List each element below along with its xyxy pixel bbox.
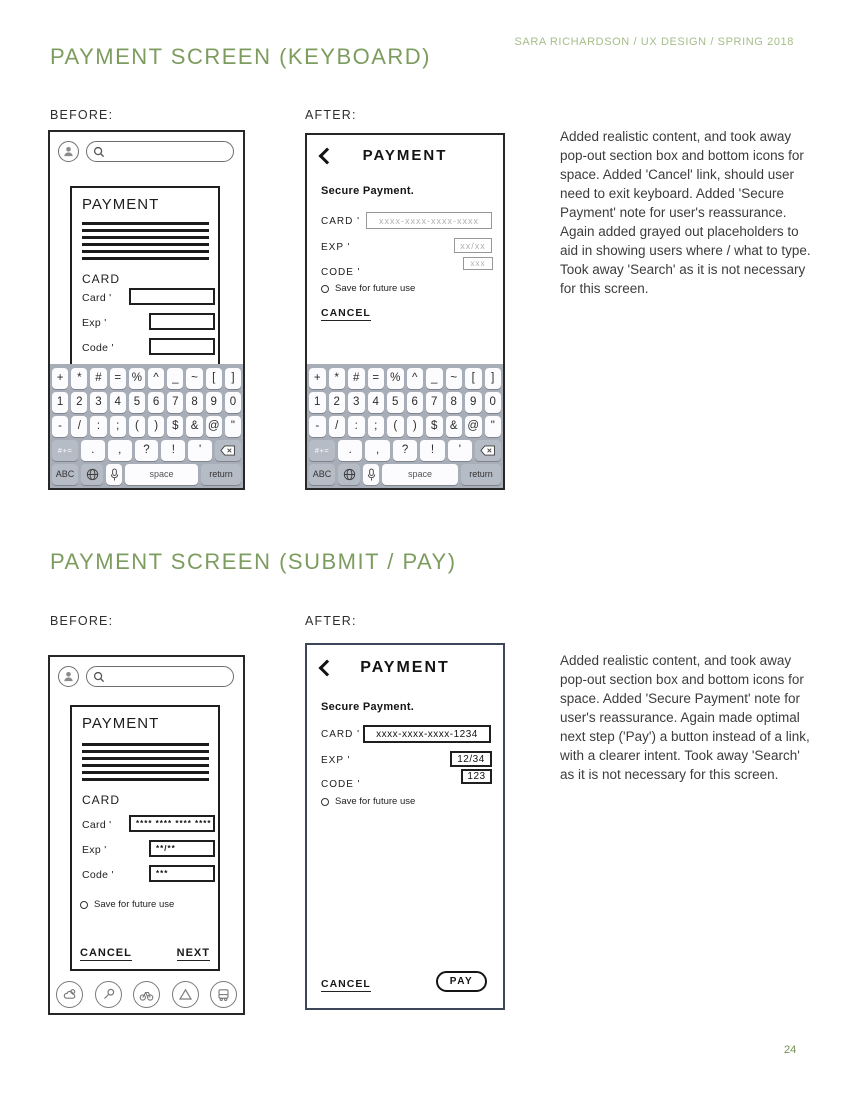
key[interactable]: : xyxy=(348,416,365,437)
code-placeholder: xxx xyxy=(470,259,486,268)
key[interactable]: + xyxy=(52,368,68,389)
backspace-icon xyxy=(220,445,236,456)
next-link[interactable]: NEXT xyxy=(176,947,210,959)
weather-icon[interactable] xyxy=(56,981,83,1008)
person-icon xyxy=(62,670,75,683)
cancel-link[interactable]: CANCEL xyxy=(321,978,371,990)
globe-icon xyxy=(343,468,356,481)
key[interactable]: [ xyxy=(465,368,482,389)
exp-input[interactable] xyxy=(149,840,215,857)
key[interactable]: ' xyxy=(188,440,212,461)
after-label-2: AFTER: xyxy=(305,614,357,628)
symbols-key[interactable]: #+= xyxy=(52,440,78,461)
exp-field-label: EXP ' xyxy=(321,242,351,253)
radio-icon[interactable] xyxy=(321,798,329,806)
pin-icon[interactable] xyxy=(95,981,122,1008)
keyboard-row-4-keys xyxy=(338,440,472,461)
key[interactable]: 9 xyxy=(206,392,222,413)
save-option-label: Save for future use xyxy=(94,899,175,910)
key[interactable]: 0 xyxy=(485,392,502,413)
key[interactable]: % xyxy=(129,368,145,389)
annotation-1: Added realistic content, and took away pop-out section box and bottom icons for space. Added 'Cancel' link, should user need to exit keyboard. Added 'Secure Payment' note for user's reassurance. Again added grayed out placeholders to aid in showing users where / what to type. Took away 'Search' as it is not necessary for this screen. xyxy=(560,129,811,296)
after-label-1: AFTER: xyxy=(305,108,357,122)
exp-input[interactable] xyxy=(149,313,215,330)
key[interactable]: = xyxy=(368,368,385,389)
key[interactable]: : xyxy=(90,416,106,437)
key[interactable]: " xyxy=(485,416,502,437)
keyboard-row-numbers xyxy=(309,392,501,413)
code-field-label: Code ' xyxy=(82,869,114,881)
key[interactable]: ! xyxy=(420,440,444,461)
card-value: xxxx-xxxx-xxxx-1234 xyxy=(376,728,478,740)
key[interactable]: ] xyxy=(485,368,502,389)
save-option-label: Save for future use xyxy=(335,283,416,294)
key[interactable]: + xyxy=(309,368,326,389)
backspace-key[interactable] xyxy=(215,440,241,461)
exp-field-label: Exp ' xyxy=(82,844,107,856)
key[interactable]: ? xyxy=(393,440,417,461)
backspace-key[interactable] xyxy=(475,440,501,461)
cancel-link[interactable]: CANCEL xyxy=(321,307,371,319)
key[interactable]: 3 xyxy=(348,392,365,413)
bike-icon[interactable] xyxy=(133,981,160,1008)
keyboard-row-punct xyxy=(52,416,241,437)
key[interactable]: = xyxy=(110,368,126,389)
key[interactable]: ) xyxy=(148,416,164,437)
weather-glyph xyxy=(62,987,77,1002)
card-input[interactable] xyxy=(366,212,492,229)
search-icon xyxy=(93,671,105,683)
card-placeholder: xxxx-xxxx-xxxx-xxxx xyxy=(379,215,479,226)
backspace-icon xyxy=(480,445,496,456)
key[interactable]: % xyxy=(387,368,404,389)
key[interactable]: , xyxy=(365,440,389,461)
space-key[interactable]: space xyxy=(125,464,198,485)
code-input[interactable] xyxy=(149,338,215,355)
card-heading: CARD xyxy=(82,272,121,286)
key[interactable]: 6 xyxy=(148,392,164,413)
key[interactable]: @ xyxy=(465,416,482,437)
card-input[interactable] xyxy=(363,725,491,743)
card-input[interactable] xyxy=(129,815,215,832)
keyboard-row-4-keys xyxy=(81,440,212,461)
key[interactable]: ? xyxy=(135,440,159,461)
key[interactable]: 9 xyxy=(465,392,482,413)
key[interactable]: & xyxy=(186,416,202,437)
key[interactable]: 1 xyxy=(52,392,68,413)
code-input[interactable] xyxy=(149,865,215,882)
key[interactable]: # xyxy=(90,368,106,389)
key[interactable]: 3 xyxy=(90,392,106,413)
key[interactable]: ~ xyxy=(186,368,202,389)
radio-icon[interactable] xyxy=(321,285,329,293)
key[interactable]: - xyxy=(309,416,326,437)
payment-title: PAYMENT xyxy=(82,196,160,213)
key[interactable]: [ xyxy=(206,368,222,389)
keyboard-row-punct xyxy=(309,416,501,437)
save-for-future-option[interactable] xyxy=(321,796,415,807)
card-input[interactable] xyxy=(129,288,215,305)
key[interactable]: * xyxy=(71,368,87,389)
section1-title: PAYMENT SCREEN (KEYBOARD) xyxy=(50,44,432,69)
card-field-label: Card ' xyxy=(82,819,112,831)
phone-after-keyboard xyxy=(305,133,505,490)
key[interactable]: 2 xyxy=(71,392,87,413)
globe-key[interactable] xyxy=(338,464,360,485)
triangle-icon[interactable] xyxy=(172,981,199,1008)
radio-icon[interactable] xyxy=(80,901,88,909)
payment-popout-box xyxy=(70,186,220,376)
abc-key[interactable]: ABC xyxy=(309,464,335,485)
triangle-glyph xyxy=(178,987,193,1002)
key[interactable]: 7 xyxy=(426,392,443,413)
exp-input[interactable] xyxy=(454,238,492,253)
mic-icon xyxy=(109,468,120,482)
key[interactable]: & xyxy=(446,416,463,437)
keyboard-row-bottom xyxy=(309,464,501,485)
ios-symbol-keyboard xyxy=(50,364,243,488)
key[interactable]: @ xyxy=(206,416,222,437)
key[interactable]: ! xyxy=(161,440,185,461)
key[interactable]: ; xyxy=(368,416,385,437)
payment-title: PAYMENT xyxy=(362,147,448,164)
code-field-label: Code ' xyxy=(82,342,114,354)
avatar-icon[interactable] xyxy=(58,141,79,162)
card-field-label: Card ' xyxy=(82,292,112,304)
key[interactable]: 8 xyxy=(186,392,202,413)
bus-glyph xyxy=(216,987,231,1002)
search-input[interactable] xyxy=(86,666,234,687)
space-key[interactable]: space xyxy=(382,464,458,485)
save-option-label: Save for future use xyxy=(335,796,416,807)
card-heading: CARD xyxy=(82,793,121,807)
annotation-2: Added realistic content, and took away pop-out section box and bottom icons for space. Added 'Secure Payment' note for user's reassurance. Again made optimal next step ('Pay') a button instead of a link, with a clearer intent. Took away 'Search' as it is not necessary for this screen. xyxy=(560,653,810,782)
bottom-nav-icons xyxy=(56,981,237,1008)
before-label-2: BEFORE: xyxy=(50,614,114,628)
key[interactable]: , xyxy=(108,440,132,461)
key[interactable]: ~ xyxy=(446,368,463,389)
key[interactable]: $ xyxy=(167,416,183,437)
key[interactable]: _ xyxy=(167,368,183,389)
symbols-key[interactable]: #+= xyxy=(309,440,335,461)
code-masked-value: *** xyxy=(156,869,169,878)
key[interactable]: 0 xyxy=(225,392,241,413)
card-field-label: CARD ' xyxy=(321,216,361,227)
globe-icon xyxy=(86,468,99,481)
exp-input[interactable] xyxy=(450,751,492,767)
avatar-icon[interactable] xyxy=(58,666,79,687)
search-input[interactable] xyxy=(86,141,234,162)
mic-key[interactable] xyxy=(106,464,122,485)
header-meta: SARA RICHARDSON / UX DESIGN / SPRING 2018 xyxy=(514,36,794,48)
key[interactable]: _ xyxy=(426,368,443,389)
section2-title: PAYMENT SCREEN (SUBMIT / PAY) xyxy=(50,549,457,574)
secure-payment-note: Secure Payment. xyxy=(321,185,415,197)
key[interactable]: $ xyxy=(426,416,443,437)
key[interactable]: ^ xyxy=(407,368,424,389)
cancel-link[interactable]: CANCEL xyxy=(80,947,132,959)
key[interactable]: ^ xyxy=(148,368,164,389)
key[interactable]: 5 xyxy=(129,392,145,413)
phone-before-pay xyxy=(48,655,245,1015)
person-icon xyxy=(62,145,75,158)
key[interactable]: 6 xyxy=(407,392,424,413)
bus-icon[interactable] xyxy=(210,981,237,1008)
keyboard-row-symbols xyxy=(309,368,501,389)
key[interactable]: ; xyxy=(110,416,126,437)
abc-key[interactable]: ABC xyxy=(52,464,78,485)
key[interactable]: ( xyxy=(129,416,145,437)
mic-key[interactable] xyxy=(363,464,379,485)
key[interactable]: # xyxy=(348,368,365,389)
key[interactable]: . xyxy=(81,440,105,461)
card-field-label: CARD ' xyxy=(321,729,361,740)
pushpin-glyph xyxy=(101,987,116,1002)
card-masked-value: **** **** **** **** xyxy=(136,819,212,828)
pay-button[interactable]: PAY xyxy=(436,971,487,992)
keyboard-row-4 xyxy=(52,440,241,461)
bicycle-glyph xyxy=(139,987,154,1002)
key[interactable]: ' xyxy=(448,440,472,461)
key[interactable]: ( xyxy=(387,416,404,437)
key[interactable]: / xyxy=(71,416,87,437)
code-field-label: CODE ' xyxy=(321,779,361,790)
key[interactable]: / xyxy=(329,416,346,437)
key[interactable]: . xyxy=(338,440,362,461)
code-field-label: CODE ' xyxy=(321,267,361,278)
ios-symbol-keyboard xyxy=(307,364,503,488)
keyboard-row-symbols xyxy=(52,368,241,389)
mic-icon xyxy=(366,468,377,482)
key[interactable]: 2 xyxy=(329,392,346,413)
exp-field-label: EXP ' xyxy=(321,755,351,766)
key[interactable]: 7 xyxy=(167,392,183,413)
payment-title: PAYMENT xyxy=(360,659,450,676)
save-for-future-option[interactable] xyxy=(80,899,174,910)
key[interactable]: - xyxy=(52,416,68,437)
code-input[interactable] xyxy=(463,257,493,270)
payment-title: PAYMENT xyxy=(82,715,160,732)
key[interactable]: 5 xyxy=(387,392,404,413)
globe-key[interactable] xyxy=(81,464,103,485)
keyboard-row-bottom xyxy=(52,464,241,485)
keyboard-row-numbers xyxy=(52,392,241,413)
key[interactable]: ] xyxy=(225,368,241,389)
code-input[interactable] xyxy=(461,769,492,784)
exp-placeholder: xx/xx xyxy=(460,240,486,251)
search-icon xyxy=(93,146,105,158)
return-key[interactable]: return xyxy=(201,464,241,485)
return-key[interactable]: return xyxy=(461,464,501,485)
key[interactable]: 4 xyxy=(368,392,385,413)
key[interactable]: * xyxy=(329,368,346,389)
payment-popout-box xyxy=(70,705,220,971)
key[interactable]: ) xyxy=(407,416,424,437)
before-label-1: BEFORE: xyxy=(50,108,114,122)
placeholder-text-lines xyxy=(82,222,209,264)
key[interactable]: 1 xyxy=(309,392,326,413)
keyboard-row-4 xyxy=(309,440,501,461)
placeholder-text-lines xyxy=(82,743,209,785)
key[interactable]: " xyxy=(225,416,241,437)
page-number: 24 xyxy=(784,1044,797,1056)
phone-after-pay xyxy=(305,643,505,1010)
exp-field-label: Exp ' xyxy=(82,317,107,329)
key[interactable]: 8 xyxy=(446,392,463,413)
exp-masked-value: **/** xyxy=(156,844,176,853)
code-value: 123 xyxy=(467,771,486,782)
exp-value: 12/34 xyxy=(457,753,485,765)
phone-before-keyboard xyxy=(48,130,245,490)
key[interactable]: 4 xyxy=(110,392,126,413)
save-for-future-option[interactable] xyxy=(321,283,415,294)
secure-payment-note: Secure Payment. xyxy=(321,701,415,713)
